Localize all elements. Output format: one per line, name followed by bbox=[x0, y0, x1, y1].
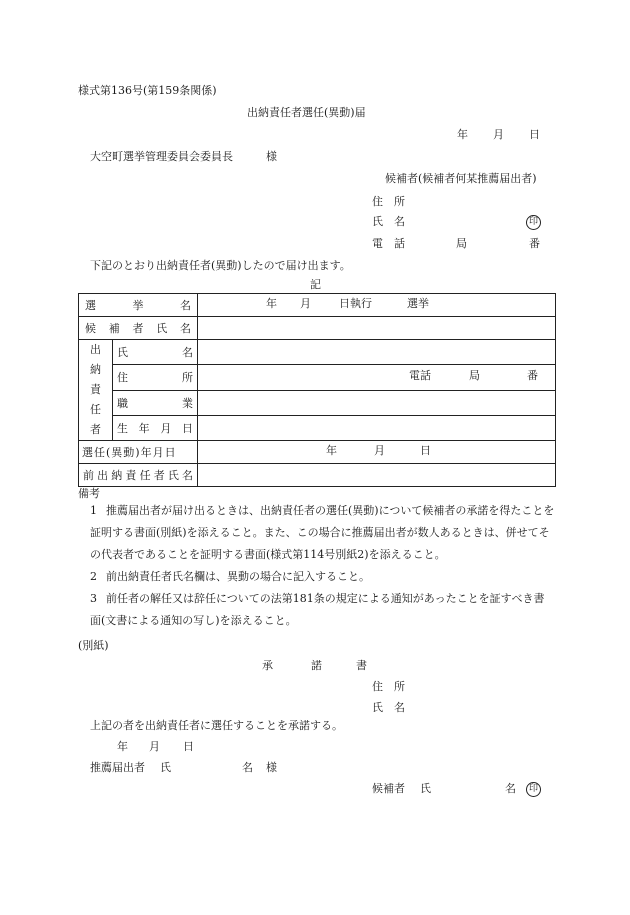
treasurer-job-label: 職 業 bbox=[113, 390, 198, 415]
appoint-row bbox=[79, 441, 556, 464]
form-number: 様式第136号(第159条関係) bbox=[78, 84, 217, 97]
attachment-statement: 上記の者を出納責任者に選任することを承諾する。 bbox=[90, 719, 343, 732]
seal-icon: 印 bbox=[526, 782, 541, 797]
candidate-row bbox=[79, 317, 556, 340]
phone-number: 番 bbox=[529, 237, 540, 250]
prev-treasurer-row bbox=[79, 464, 556, 487]
treasurer-birth-row bbox=[79, 415, 556, 440]
address-label-1: 住 bbox=[372, 195, 383, 208]
date-month: 月 bbox=[493, 128, 504, 141]
address-label-2: 所 bbox=[394, 195, 405, 208]
election-value[interactable]: 年 月 日執行 選挙 bbox=[198, 294, 556, 317]
treasurer-birth-value[interactable] bbox=[198, 415, 556, 440]
ki-label: 記 bbox=[310, 278, 321, 291]
treasurer-name-row bbox=[79, 340, 556, 365]
name-label-1: 氏 bbox=[372, 215, 383, 228]
prev-treasurer-label: 前 出 納 責 任 者 氏 名 bbox=[79, 464, 198, 487]
submitter-label: 候補者(候補者何某推薦届出者) bbox=[385, 172, 537, 185]
candidate-value[interactable] bbox=[198, 317, 556, 340]
addressee: 大空町選挙管理委員会委員長 bbox=[90, 150, 233, 163]
form-title: 出納責任者選任(異動)届 bbox=[247, 106, 366, 119]
treasurer-address-label: 住 所 bbox=[113, 365, 198, 390]
notes-heading: 備考 bbox=[78, 487, 100, 500]
treasurer-address-row bbox=[79, 365, 556, 390]
election-label: 選 挙 名 bbox=[79, 294, 198, 317]
phone-office: 局 bbox=[456, 237, 467, 250]
phone-label-1: 電 bbox=[372, 237, 383, 250]
seal-icon: 印 bbox=[526, 215, 541, 230]
treasurer-vertical-label: 出 納 責 任 者 bbox=[79, 340, 113, 441]
addressee-suffix: 様 bbox=[266, 150, 277, 163]
appoint-label: 選任(異動)年月日 bbox=[79, 441, 198, 464]
election-row bbox=[79, 294, 556, 317]
treasurer-address-value[interactable]: 電話 局 番 bbox=[198, 365, 556, 390]
note-item: 2 前出納責任者氏名欄は、異動の場合に記入すること。 bbox=[90, 570, 370, 583]
treasurer-name-label: 氏 名 bbox=[113, 340, 198, 365]
treasurer-job-value[interactable] bbox=[198, 390, 556, 415]
note-item: 1 推薦届出者が届け出るときは、出納責任者の選任(異動)について候補者の承諾を得たことを証明する書面(別紙)を添えること。また、この場合に推薦届出者が数人あるときは、併せてその代表者であることを証明する書面(様式第114号別紙2)を添えること。 bbox=[90, 504, 555, 561]
attachment-label: (別紙) bbox=[78, 639, 109, 652]
phone-label-2: 話 bbox=[394, 237, 405, 250]
treasurer-job-row bbox=[79, 390, 556, 415]
prev-treasurer-value[interactable] bbox=[198, 464, 556, 487]
treasurer-table bbox=[78, 293, 556, 487]
date-day: 日 bbox=[529, 128, 540, 141]
date-year: 年 bbox=[457, 128, 468, 141]
treasurer-birth-label: 生 年 月 日 bbox=[113, 415, 198, 440]
candidate-label: 候 補 者 氏 名 bbox=[79, 317, 198, 340]
name-label-2: 名 bbox=[394, 215, 405, 228]
note-item: 3 前任者の解任又は辞任についての法第181条の規定による通知があったことを証すべき書面(文書による通知の写し)を添えること。 bbox=[90, 592, 545, 627]
appoint-value[interactable]: 年 月 日 bbox=[198, 441, 556, 464]
intro-text: 下記のとおり出納責任者(異動)したので届け出ます。 bbox=[90, 259, 351, 272]
treasurer-name-value[interactable] bbox=[198, 340, 556, 365]
